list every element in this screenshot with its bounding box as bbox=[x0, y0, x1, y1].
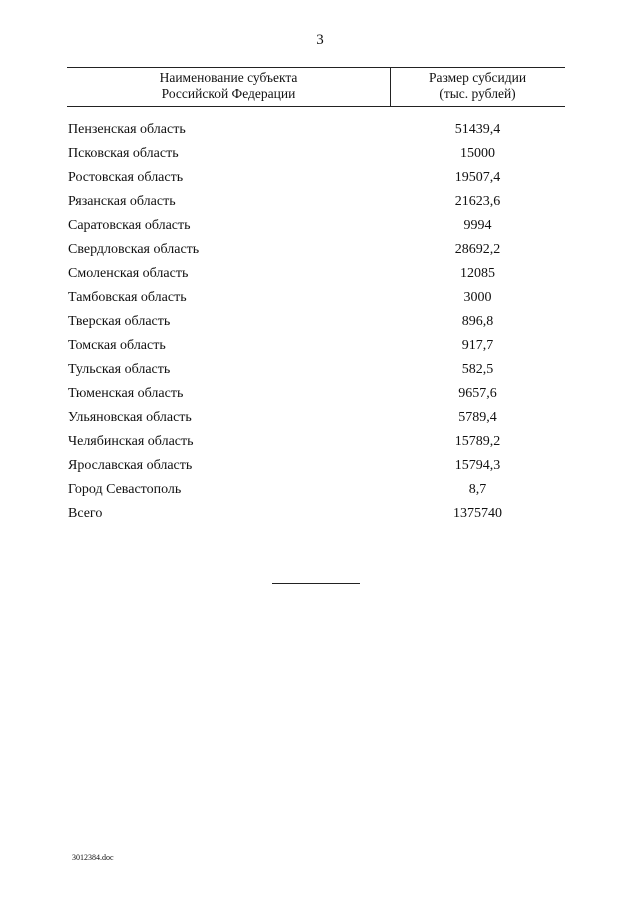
document-code: 3012384.doc bbox=[72, 853, 114, 862]
row-amount: 15789,2 bbox=[454, 434, 501, 449]
row-amount: 917,7 bbox=[461, 338, 494, 353]
table-row bbox=[0, 286, 640, 310]
table-row bbox=[0, 358, 640, 382]
header-amount-line1: Размер субсидии bbox=[428, 70, 527, 85]
row-subject: Рязанская область bbox=[68, 194, 176, 209]
row-subject: Город Севастополь bbox=[68, 482, 182, 497]
end-of-document-line bbox=[272, 583, 360, 584]
row-amount: 12085 bbox=[460, 266, 495, 281]
row-amount: 9657,6 bbox=[458, 386, 497, 401]
table-row bbox=[0, 454, 640, 478]
header-amount-column bbox=[390, 70, 565, 102]
row-amount: 8,7 bbox=[468, 482, 487, 497]
row-amount: 21623,6 bbox=[454, 194, 501, 209]
table-row bbox=[0, 214, 640, 238]
row-subject: Псковская область bbox=[68, 146, 179, 161]
table-row bbox=[0, 430, 640, 454]
header-subject-column bbox=[67, 70, 390, 102]
table-row bbox=[0, 238, 640, 262]
row-subject: Тюменская область bbox=[68, 386, 184, 401]
header-amount-line2: (тыс. рублей) bbox=[439, 86, 516, 101]
table-row bbox=[0, 118, 640, 142]
row-amount: 3000 bbox=[463, 290, 492, 305]
row-subject: Свердловская область bbox=[68, 242, 200, 257]
row-amount: 15000 bbox=[460, 146, 495, 161]
table-row bbox=[0, 406, 640, 430]
table-row bbox=[0, 166, 640, 190]
row-subject: Ярославская область bbox=[68, 458, 193, 473]
row-amount: 51439,4 bbox=[454, 122, 501, 137]
row-subject: Ростовская область bbox=[68, 170, 184, 185]
row-amount: 1375740 bbox=[453, 506, 502, 521]
row-subject: Тамбовская область bbox=[68, 290, 187, 305]
table-row bbox=[0, 382, 640, 406]
row-subject: Пензенская область bbox=[68, 122, 186, 137]
row-amount: 9994 bbox=[463, 218, 492, 233]
table-header bbox=[67, 67, 565, 107]
row-amount: 582,5 bbox=[461, 362, 494, 377]
table-row bbox=[0, 334, 640, 358]
row-subject: Саратовская область bbox=[68, 218, 191, 233]
table-row-total bbox=[0, 502, 640, 526]
row-amount: 5789,4 bbox=[458, 410, 497, 425]
table-row bbox=[0, 478, 640, 502]
header-subject-line2: Российской Федерации bbox=[161, 86, 296, 101]
row-subject: Тверская область bbox=[68, 314, 171, 329]
row-subject: Челябинская область bbox=[68, 434, 194, 449]
page-number: 3 bbox=[316, 32, 324, 48]
row-subject: Тульская область bbox=[68, 362, 171, 377]
row-subject: Ульяновская область bbox=[68, 410, 192, 425]
row-subject: Всего bbox=[68, 506, 103, 521]
row-subject: Смоленская область bbox=[68, 266, 189, 281]
row-amount: 28692,2 bbox=[454, 242, 501, 257]
table-row bbox=[0, 190, 640, 214]
row-subject: Томская область bbox=[68, 338, 166, 353]
row-amount: 896,8 bbox=[461, 314, 494, 329]
table-row bbox=[0, 142, 640, 166]
row-amount: 15794,3 bbox=[454, 458, 501, 473]
table-row bbox=[0, 262, 640, 286]
header-subject-line1: Наименование субъекта bbox=[159, 70, 298, 85]
row-amount: 19507,4 bbox=[454, 170, 501, 185]
table-row bbox=[0, 310, 640, 334]
